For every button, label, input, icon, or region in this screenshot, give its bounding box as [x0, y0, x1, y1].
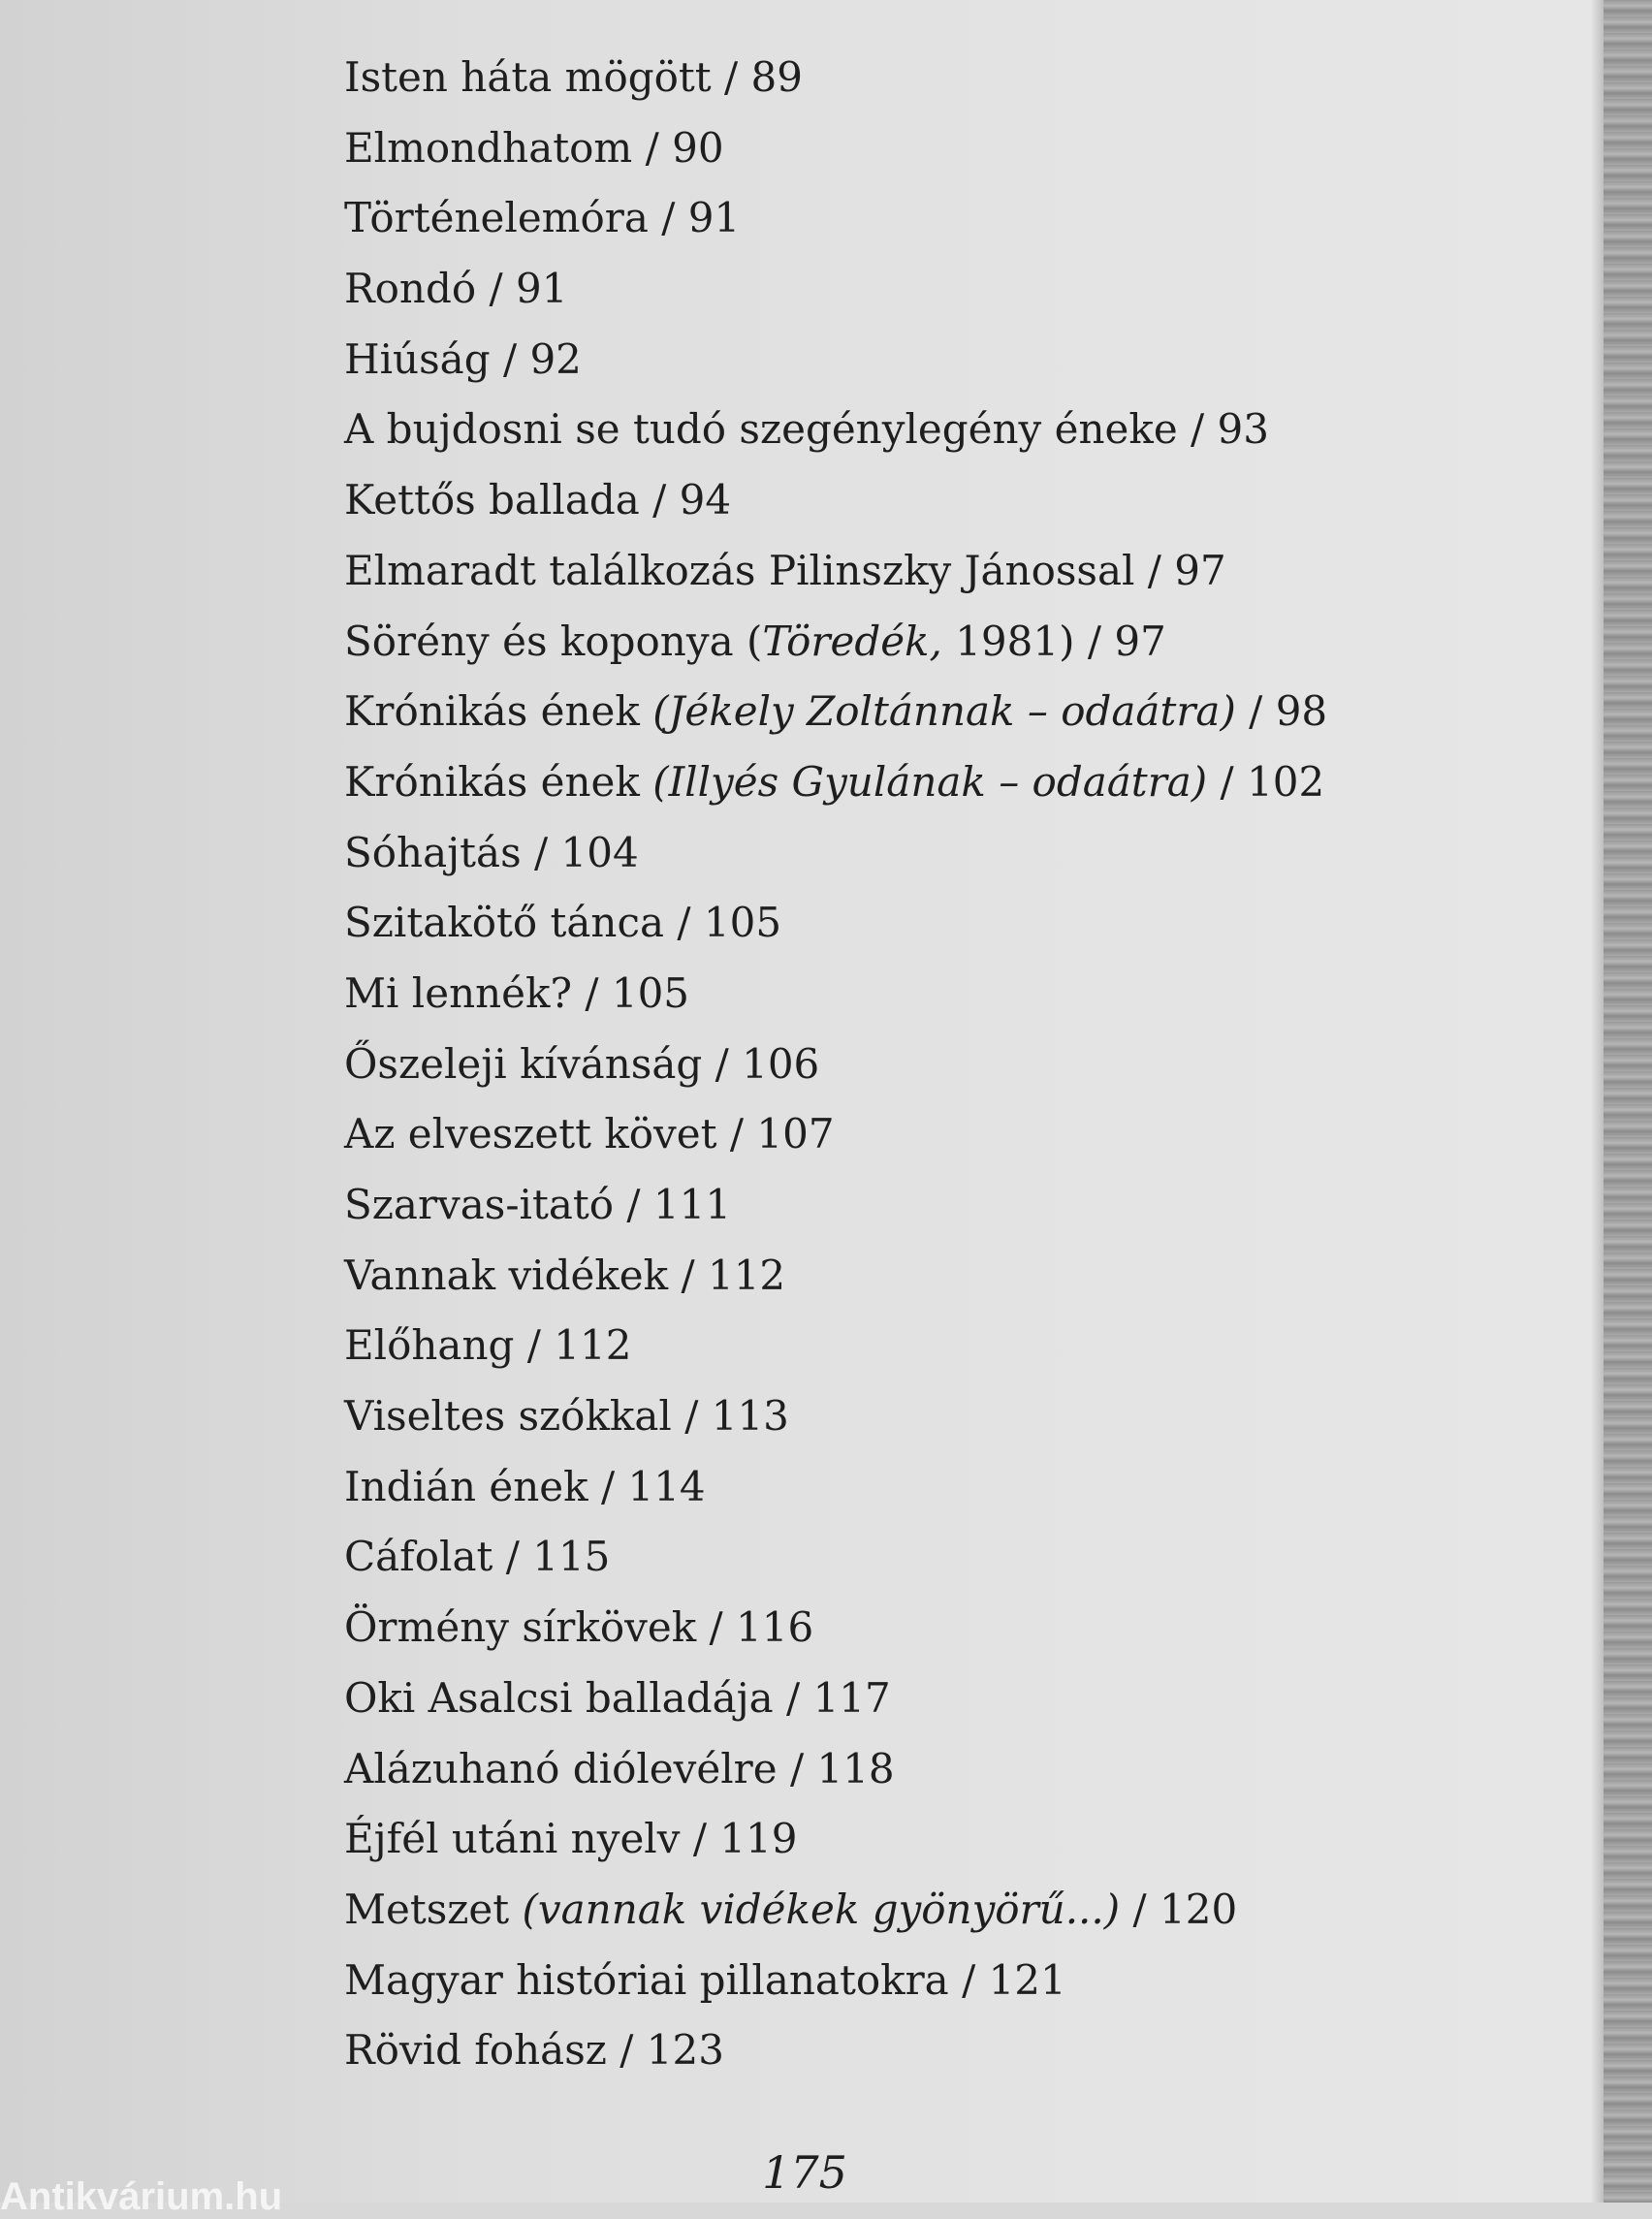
toc-entry-page: 118 [816, 1744, 895, 1792]
toc-entry-page: 111 [652, 1181, 732, 1228]
toc-entry-separator: / [476, 265, 516, 313]
toc-entry-page: 112 [707, 1251, 786, 1299]
toc-entry-page: 115 [532, 1533, 611, 1581]
toc-entry-separator: / [1074, 617, 1115, 665]
toc-entry-page: 97 [1174, 546, 1226, 594]
toc-entry [344, 1381, 1488, 1452]
toc-entry-title: A bujdosni se tudó szegénylegény éneke [344, 405, 1178, 454]
toc-entry-title: Metszet [344, 1885, 523, 1933]
toc-entry [344, 183, 1488, 254]
toc-entry-title: Cáfolat [344, 1533, 493, 1581]
toc-entry-page: 98 [1275, 687, 1328, 736]
toc-entry-separator: / [1120, 1885, 1160, 1933]
toc-entry-page: 91 [516, 265, 568, 313]
toc-entry-title: Hiúság [344, 334, 491, 383]
toc-entry-page: 117 [812, 1673, 891, 1722]
toc-entry-page: 119 [719, 1815, 798, 1863]
toc-entry-separator: / [492, 1533, 533, 1581]
toc-entry [344, 536, 1488, 607]
toc-entry-separator: / [680, 1815, 720, 1863]
toc-entry-title: Krónikás ének [344, 687, 653, 736]
toc-entry-page: 116 [736, 1603, 814, 1652]
toc-entry-title: Történelemóra [344, 194, 649, 242]
toc-entry [344, 1099, 1488, 1170]
toc-entry-page: 105 [703, 899, 782, 947]
toc-entry [344, 113, 1488, 184]
toc-entry-title: Éjfél utáni nyelv [344, 1815, 681, 1863]
toc-entry-title: Isten háta mögött [344, 53, 712, 101]
book-spine [1604, 0, 1652, 2203]
toc-entry-page: 93 [1217, 405, 1269, 454]
toc-entry [344, 747, 1488, 818]
toc-entry [344, 254, 1488, 325]
toc-entry-separator: / [648, 194, 688, 242]
toc-entry-page: 114 [627, 1462, 706, 1510]
toc-entry-page: 94 [679, 476, 732, 524]
toc-entry-title: Kettős ballada [344, 476, 640, 524]
toc-entry-page: 102 [1247, 757, 1325, 806]
toc-entry-title: Magyar históriai pillanatokra [344, 1955, 949, 2004]
toc-entry [344, 818, 1488, 889]
toc-entry [344, 607, 1488, 678]
toc-entry-separator: / [1177, 405, 1218, 454]
toc-entry-separator: / [671, 1392, 712, 1441]
toc-entry-page: 121 [988, 1955, 1066, 2004]
toc-entry-separator: / [948, 1955, 989, 2004]
toc-entry-separator: / [614, 1181, 653, 1228]
toc-entry [344, 1452, 1488, 1523]
toc-entry-suffix: 1981) [941, 617, 1075, 665]
toc-entry [344, 1593, 1488, 1664]
toc-entry-page: 107 [756, 1110, 835, 1158]
toc-entry-separator: / [639, 476, 680, 524]
toc-entry-title: Indián ének [344, 1462, 588, 1510]
toc-entry-page: 112 [554, 1321, 632, 1370]
toc-entry-separator: / [514, 1321, 555, 1370]
toc-entry-subtitle: Töredék, [762, 617, 942, 665]
toc-entry [344, 959, 1488, 1030]
toc-entry-title: Vannak vidékek [344, 1251, 669, 1299]
toc-entry [344, 1734, 1488, 1805]
toc-entry [344, 1522, 1488, 1593]
toc-entry-separator: / [632, 123, 673, 172]
watermark: Antikvárium.hu [0, 2175, 283, 2218]
table-of-contents [344, 43, 1488, 2086]
toc-entry-page: 104 [560, 828, 639, 876]
toc-entry-page: 97 [1114, 617, 1166, 665]
toc-entry-title: Sóhajtás [344, 828, 522, 876]
toc-entry-separator: / [777, 1744, 817, 1792]
toc-entry-title: Mi lennék? [344, 968, 572, 1017]
toc-entry-title: Rondó [344, 265, 477, 313]
toc-entry-title: Rövid fohász [344, 2026, 607, 2075]
toc-entry-separator: / [711, 53, 751, 101]
toc-entry [344, 1311, 1488, 1381]
page-edge [1590, 0, 1604, 2203]
toc-entry-separator: / [490, 334, 530, 383]
toc-entry-page: 92 [529, 334, 582, 383]
toc-entry-separator: / [1134, 546, 1175, 594]
toc-entry-title: Oki Asalcsi balladája [344, 1673, 774, 1722]
toc-entry-title: Örmény sírkövek [344, 1603, 697, 1652]
toc-entry-title: Szitakötő tánca [344, 899, 665, 947]
toc-entry-title: Krónikás ének [344, 757, 653, 806]
toc-entry-page: 89 [750, 53, 803, 101]
toc-entry-separator: / [696, 1603, 737, 1652]
toc-entry-title: Előhang [344, 1321, 515, 1370]
toc-entry-title: Szarvas-itató [344, 1181, 615, 1228]
toc-entry [344, 1664, 1488, 1734]
toc-entry [344, 1875, 1488, 1946]
toc-entry-separator: / [1207, 757, 1248, 806]
toc-entry-title: Viseltes szókkal [344, 1392, 672, 1441]
toc-entry-title: Őszeleji kívánság [344, 1039, 703, 1088]
toc-entry-page: 91 [687, 194, 741, 242]
toc-entry-separator: / [716, 1110, 757, 1158]
toc-entry-title: Elmaradt találkozás Pilinszky Jánossal [344, 546, 1135, 594]
toc-entry [344, 1241, 1488, 1312]
toc-entry [344, 1030, 1488, 1100]
toc-entry-separator: / [521, 828, 561, 876]
toc-entry-separator: / [572, 968, 612, 1017]
toc-entry [344, 2015, 1488, 2086]
toc-entry-separator: / [668, 1251, 708, 1299]
toc-entry [344, 888, 1488, 959]
toc-entry-separator: / [1235, 687, 1276, 736]
toc-entry-page: 123 [646, 2026, 724, 2075]
toc-entry [344, 43, 1488, 113]
toc-entry-subtitle: (vannak vidékek gyönyörű...) [522, 1885, 1121, 1933]
toc-entry-title: Alázuhanó diólevélre [344, 1744, 778, 1792]
toc-entry-page: 113 [711, 1392, 789, 1441]
toc-entry [344, 677, 1488, 747]
toc-entry [344, 1804, 1488, 1875]
toc-entry [344, 1946, 1488, 2016]
toc-entry-title: Elmondhatom [344, 123, 633, 172]
toc-entry-subtitle: (Jékely Zoltánnak – odaátra) [652, 687, 1236, 736]
toc-entry-separator: / [664, 899, 704, 947]
toc-entry [344, 465, 1488, 536]
toc-entry-page: 106 [742, 1039, 820, 1088]
toc-entry [344, 395, 1488, 465]
toc-entry-page: 120 [1160, 1885, 1238, 1933]
toc-entry [344, 325, 1488, 396]
toc-entry-title: Sörény és koponya ( [344, 617, 763, 665]
toc-entry-separator: / [702, 1039, 743, 1088]
toc-entry-separator: / [773, 1673, 813, 1722]
toc-entry-page: 90 [672, 123, 724, 172]
toc-entry [344, 1170, 1488, 1241]
toc-entry-subtitle: (Illyés Gyulának – odaátra) [652, 757, 1208, 806]
toc-entry-separator: / [606, 2026, 647, 2075]
toc-entry-separator: / [588, 1462, 628, 1510]
toc-entry-title: Az elveszett követ [344, 1110, 717, 1158]
page-number: 175 [762, 2146, 847, 2199]
toc-entry-page: 105 [611, 968, 690, 1017]
